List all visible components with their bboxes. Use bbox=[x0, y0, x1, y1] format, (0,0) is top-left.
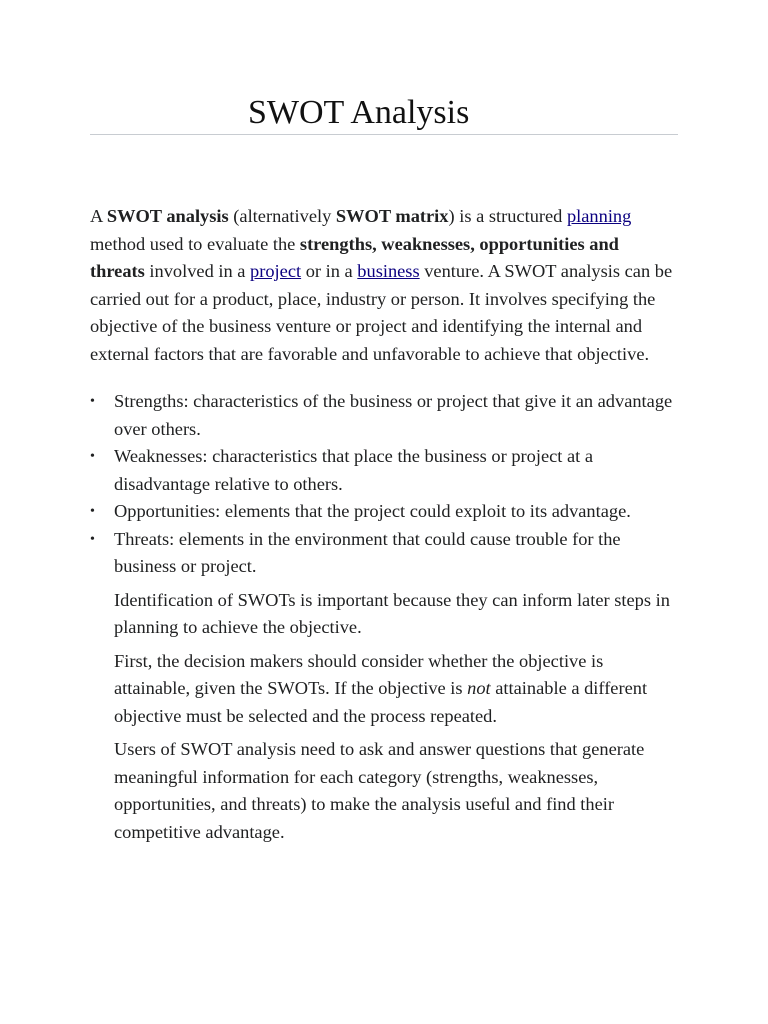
page-title: SWOT Analysis bbox=[248, 94, 470, 131]
intro-text-2: (alternatively bbox=[228, 206, 336, 226]
intro-text-5: involved in a bbox=[144, 261, 251, 281]
bullet-marker: • bbox=[90, 504, 95, 519]
bullet-text: Threats: elements in the environment that could cause trouble for the business or project. bbox=[114, 528, 621, 576]
users-paragraph: Users of SWOT analysis need to ask and answer questions that generate meaningful information for each category (strengths, weaknesses, opportunities, and threats) to make the analysis useful and find their competitive advantage. bbox=[114, 739, 645, 842]
planning-link[interactable]: planning bbox=[566, 206, 632, 226]
intro-text-4: method used to evaluate the bbox=[90, 233, 300, 254]
intro-text-3: ) is a structured bbox=[448, 206, 567, 226]
intro-paragraph bbox=[90, 135, 678, 368]
bullet-text: Opportunities: elements that the project could exploit to its advantage. bbox=[114, 501, 631, 521]
decision-makers-paragraph bbox=[90, 648, 674, 731]
bullet-marker: • bbox=[90, 394, 95, 409]
intro-bold-swot-matrix: SWOT matrix bbox=[335, 206, 449, 226]
identification-paragraph: Identification of SWOTs is important because they can inform later steps in planning to achieve the objective. bbox=[114, 589, 670, 637]
bullet-text: Weaknesses: characteristics that place the business or project at a disadvantage relative to others. bbox=[114, 446, 594, 494]
intro-text-7: venture. A SWOT analysis can be carried out for a product, place, industry or person. It involves specifying the objective of the business venture or project and identifying the internal and external factors that are favorable and unfavorable to achieve that objective. bbox=[90, 261, 673, 364]
intro-text-6: or in a bbox=[301, 261, 358, 281]
bullet-marker: • bbox=[90, 449, 95, 464]
intro-bold-swot-analysis: SWOT analysis bbox=[106, 206, 229, 226]
bullet-strengths bbox=[90, 388, 674, 443]
business-link[interactable]: business bbox=[357, 261, 420, 281]
para2-emphasis: not bbox=[467, 678, 491, 698]
document-page bbox=[90, 0, 678, 846]
intro-text-1: A bbox=[90, 206, 107, 226]
para2-text-1: First, the decision makers should consider whether the objective is attainable, given the SWOTs. If the objective is bbox=[114, 650, 604, 698]
project-link[interactable]: project bbox=[250, 261, 302, 281]
bullet-text: Strengths: characteristics of the business or project that give it an advantage over others. bbox=[114, 391, 673, 439]
swot-bullet-list bbox=[90, 388, 678, 581]
intro-bold-swot-terms: strengths, weaknesses, opportunities and threats bbox=[90, 233, 619, 281]
bullet-marker: • bbox=[90, 531, 95, 547]
bullet-opportunities bbox=[90, 498, 674, 526]
bullet-threats bbox=[90, 526, 674, 581]
bullet-weaknesses bbox=[90, 443, 674, 498]
para2-text-2: attainable a different objective must be selected and the process repeated. bbox=[114, 678, 648, 726]
